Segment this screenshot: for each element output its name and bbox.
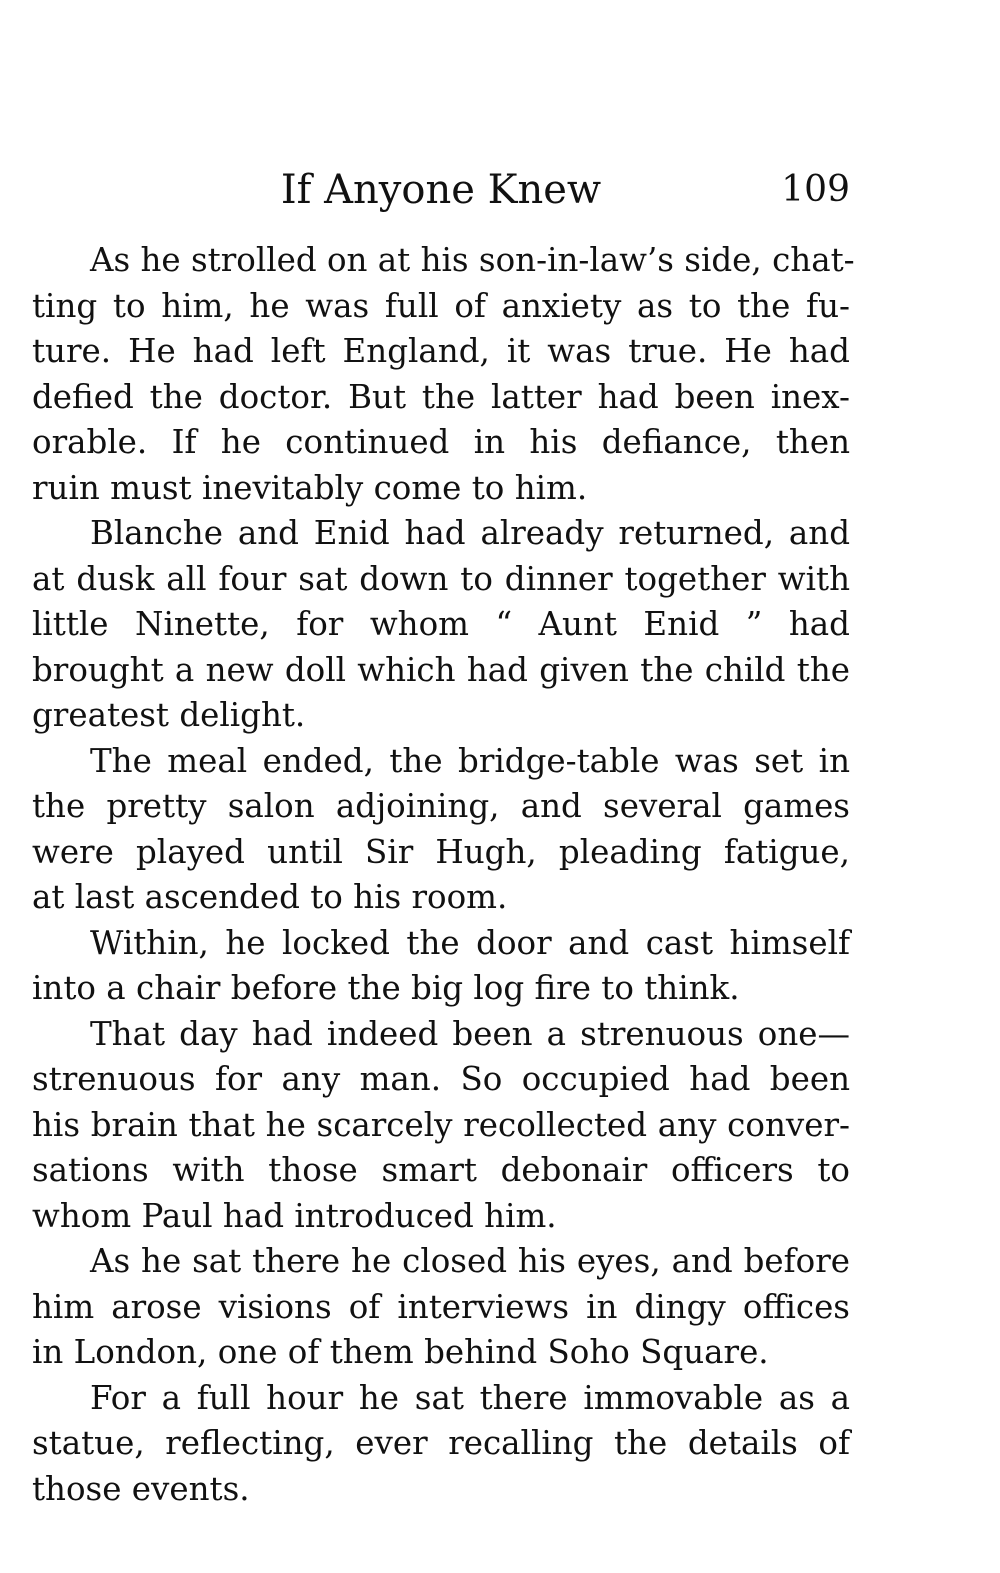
text-line: those events. [32,1469,250,1508]
text-line: statue, reflecting, ever recalling the details of [32,1424,850,1462]
text-line: in London, one of them behind Soho Square. [32,1333,769,1371]
text-line: ting to him, he was full of anxiety as to the fu- [32,286,850,325]
page-number: 109 [781,169,850,210]
text-line: greatest delight. [32,696,306,734]
text-line: whom Paul had introduced him. [32,1196,557,1235]
text-line: his brain that he scarcely recollected any conver- [32,1105,850,1144]
text-line: little Ninette, for whom “ Aunt Enid ” had [32,605,850,643]
text-line: strenuous for any man. So occupied had been [32,1060,850,1098]
text-line: ture. He had left England, it was true. He had [32,332,850,370]
paragraph [32,511,850,739]
text-line: defied the doctor. But the latter had been inex- [32,377,850,416]
text-line: him arose visions of interviews in dingy offices [32,1287,850,1326]
text-line: at last ascended to his room. [32,878,508,916]
text-line: Within, he locked the door and cast himself [90,923,850,962]
text-line: Blanche and Enid had already returned, and [90,514,850,552]
text-line: at dusk all four sat down to dinner together with [32,559,850,598]
paragraph [32,1012,850,1240]
text-line: As he strolled on at his son-in-law’s side, chat- [90,241,855,279]
text-line: orable. If he continued in his defiance, then [32,423,850,461]
paragraph [32,921,850,1012]
paragraph [32,739,850,921]
text-line: into a chair before the big log fire to think. [32,969,740,1007]
running-head [32,165,850,215]
running-title: If Anyone Knew [280,167,602,213]
text-line: The meal ended, the bridge-table was set in [90,741,850,780]
text-line: were played until Sir Hugh, pleading fatigue, [32,832,850,871]
text-line: As he sat there he closed his eyes, and before [90,1242,850,1280]
text-line: For a full hour he sat there immovable as a [90,1378,850,1417]
text-line: the pretty salon adjoining, and several games [32,787,850,825]
paragraph [32,238,855,511]
text-line: sations with those smart debonair officers to [32,1151,850,1189]
paragraph [32,1239,850,1376]
text-line: brought a new doll which had given the child the [32,650,850,689]
body-text [32,238,855,1512]
paragraph [32,1376,850,1513]
text-line: That day had indeed been a strenuous one— [90,1014,850,1053]
text-line: ruin must inevitably come to him. [32,468,588,507]
